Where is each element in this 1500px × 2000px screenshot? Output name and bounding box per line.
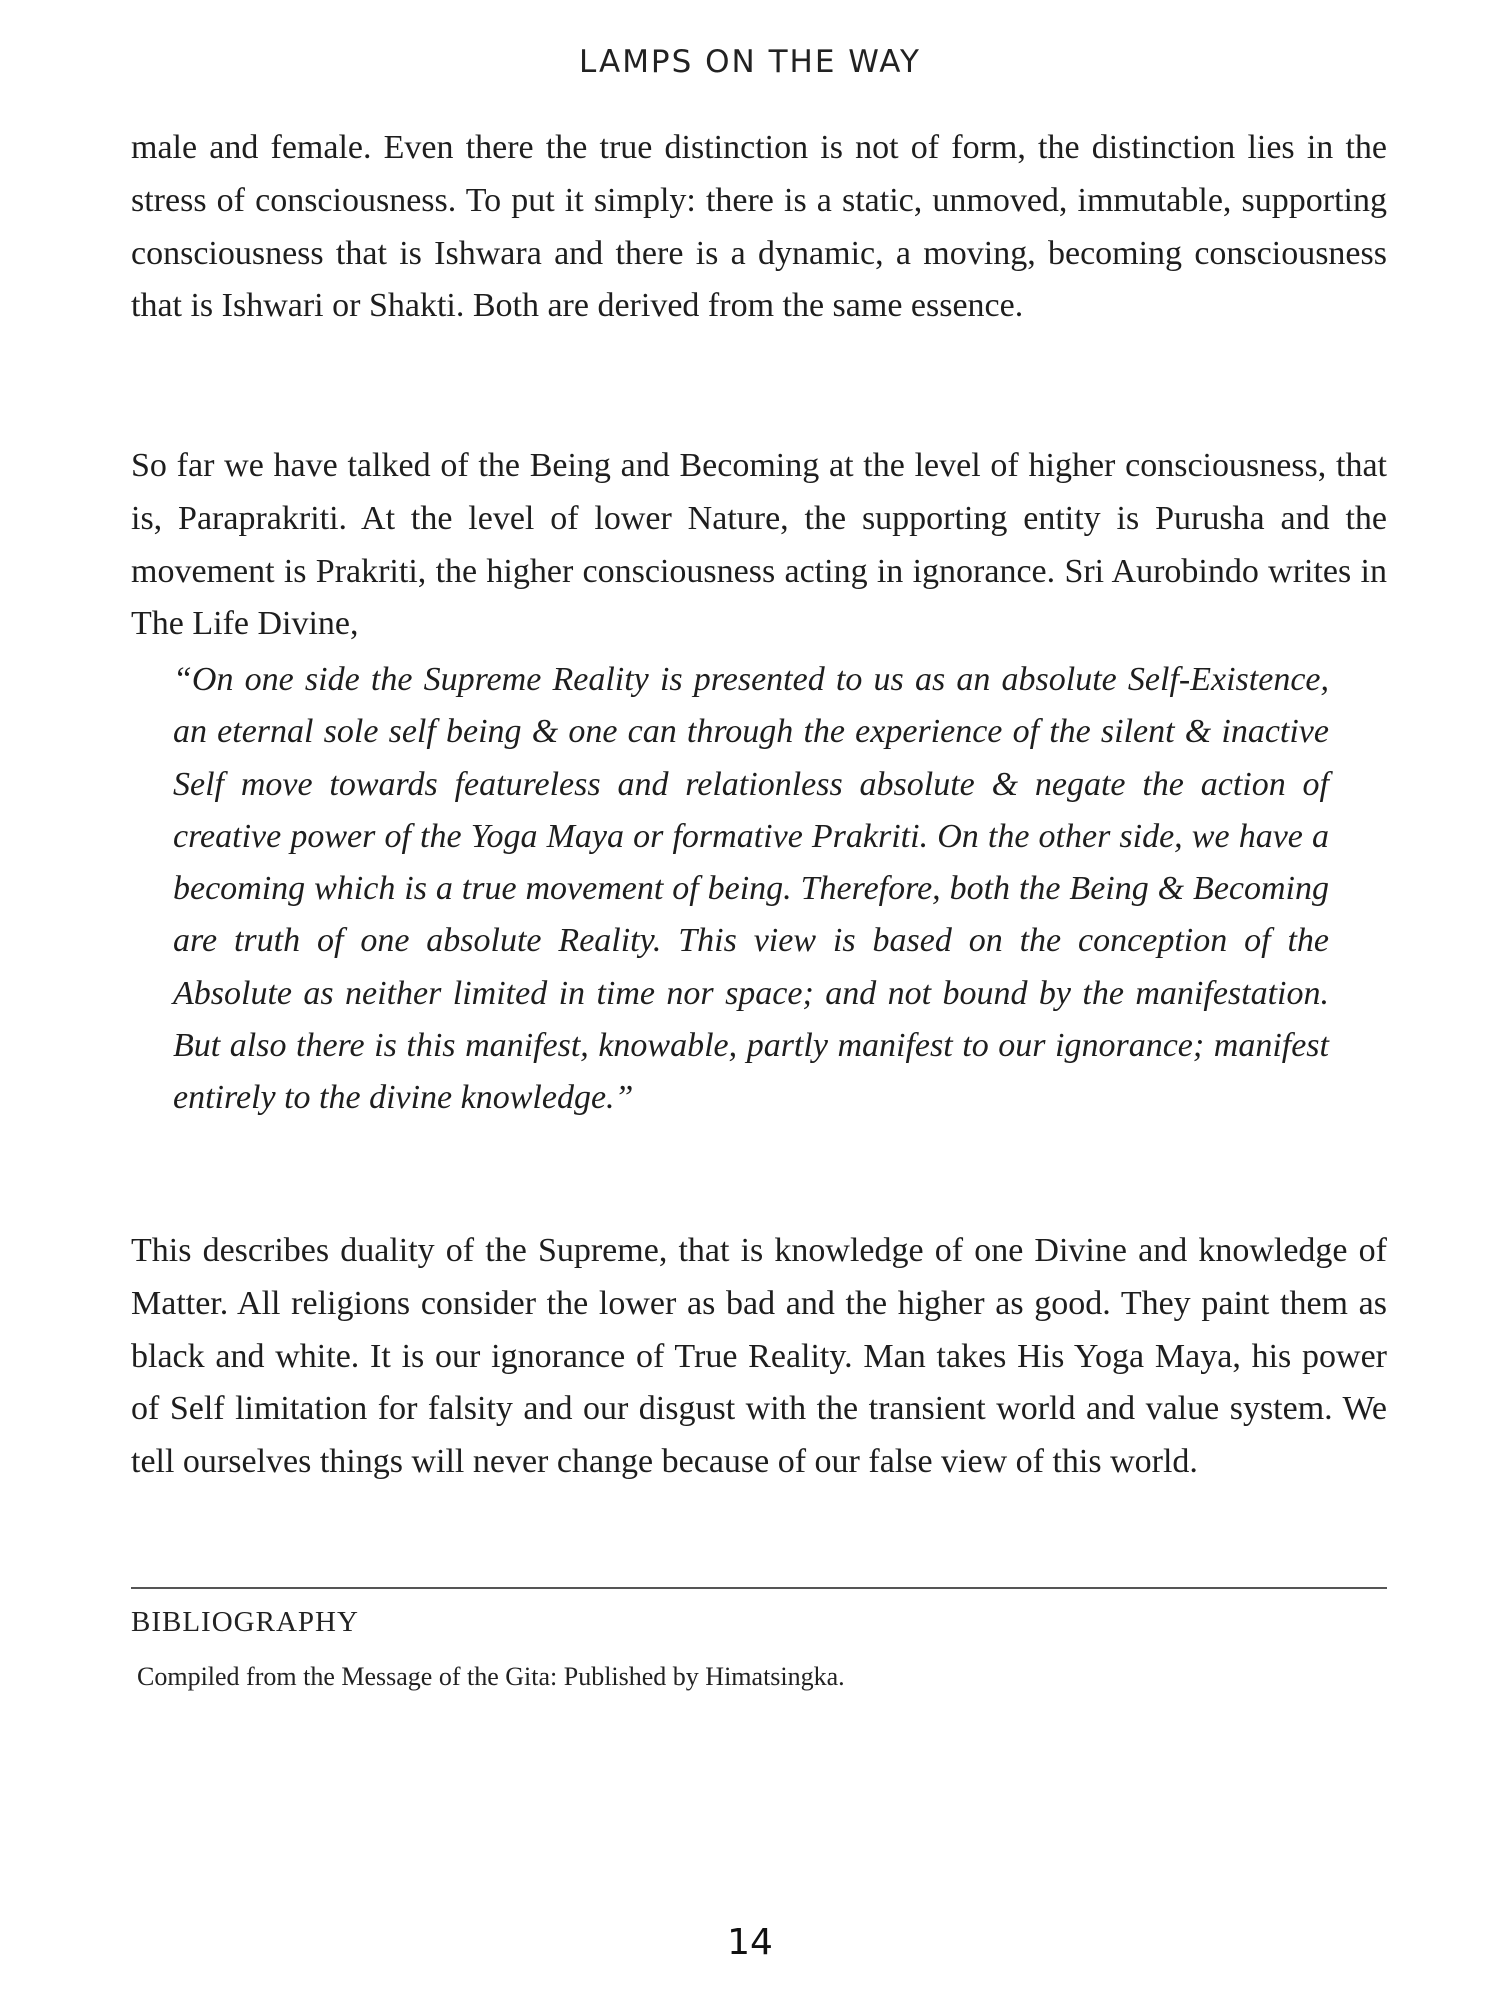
paragraph-being-becoming-intro: male and female. Even there the true distinction is not of form, the distinction lies in the stress of consciousness. To put it simply: there is a static, unmoved, immutable, supporting consciousness that is Ishwara and there is a dynamic, a moving, becoming consciousness that is Ishwari or Shakti. Both are derived from the same essence. xyxy=(131,129,1387,325)
page-number: 14 xyxy=(727,1922,773,1963)
section-divider xyxy=(131,1587,1387,1589)
paragraph-paraprakriti: So far we have talked of the Being and Becoming at the level of higher consciousness, that is, Paraprakriti. At the level of lower Nature, the supporting entity is Purusha and the movement is Prakriti, the higher consciousness acting in ignorance. Sri Aurobindo writes in The Life Divine, xyxy=(131,447,1387,643)
paragraph-duality-of-supreme: This describes duality of the Supreme, that is knowledge of one Divine and knowledge of Matter. All religions consider the lower as bad and the higher as good. They paint them as black and white. It is our ignorance of True Reality. Man takes His Yoga Maya, his power of Self limitation for falsity and our disgust with the transient world and value system. We tell ourselves things will never change because of our false view of this world. xyxy=(131,1232,1387,1481)
running-header-title: LAMPS ON THE WAY xyxy=(579,44,921,80)
bibliography-entry: Compiled from the Message of the Gita: Published by Himatsingka. xyxy=(137,1662,845,1691)
block-quote-life-divine: “On one side the Supreme Reality is presented to us as an absolute Self-Existence, an eternal sole self being & one can through the experience of the silent & inactive Self move towards featureless and relationless absolute & negate the action of creative power of the Yoga Maya or formative Prakriti. On the other side, we have a becoming which is a true movement of being. Therefore, both the Being & Becoming are truth of one absolute Reality. This view is based on the conception of the Absolute as neither limited in time nor space; and not bound by the manifestation. But also there is this manifest, knowable, partly manifest to our ignorance; manifest entirely to the divine knowledge.” xyxy=(173,661,1329,1117)
bibliography-heading: BIBLIOGRAPHY xyxy=(131,1606,359,1638)
